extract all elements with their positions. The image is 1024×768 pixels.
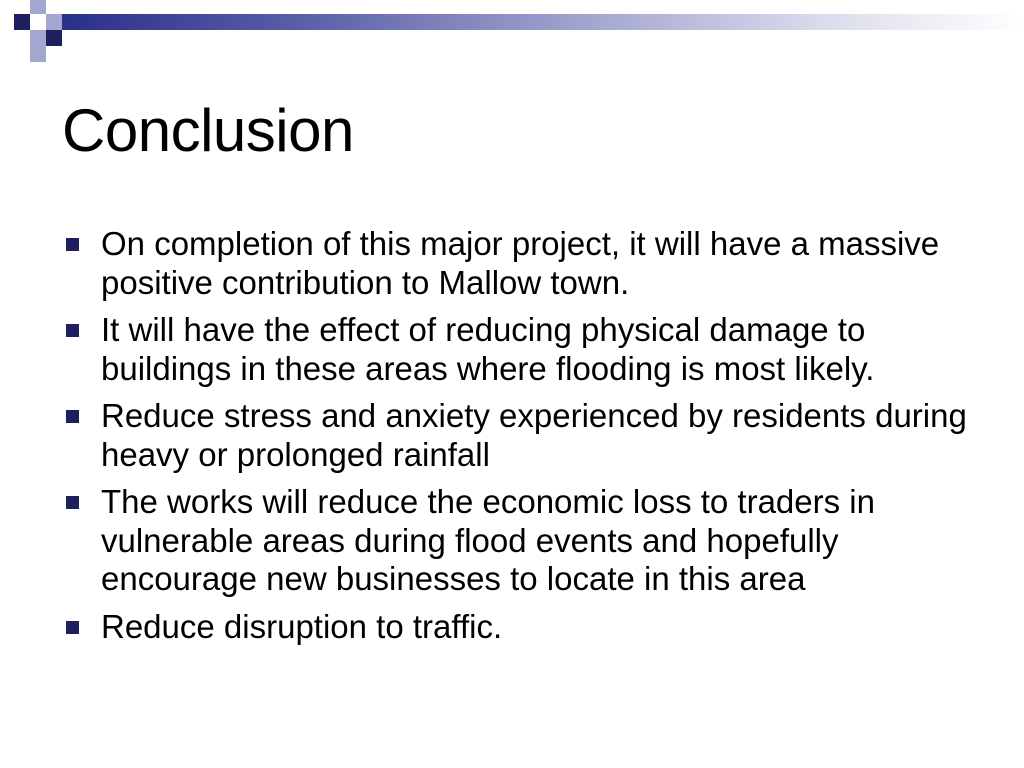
bullet-text: The works will reduce the economic loss to traders in vulnerable areas during flood events and hopefully encourage new businesses to locate in this area xyxy=(101,483,875,597)
header-square-light xyxy=(30,46,46,62)
bullet-text: Reduce disruption to traffic. xyxy=(101,607,503,645)
bullet-square-icon xyxy=(66,324,79,337)
header-square-light xyxy=(30,0,46,14)
slide-title: Conclusion xyxy=(62,97,354,164)
header-square-dark xyxy=(46,30,62,46)
bullet-item xyxy=(62,608,982,647)
bullet-square-icon xyxy=(66,238,79,251)
bullet-text: On completion of this major project, it will have a massive positive contribution to Mallow town. xyxy=(101,225,940,301)
header-gradient-bar xyxy=(62,14,1024,30)
bullet-item xyxy=(62,225,982,302)
bullet-square-icon xyxy=(66,621,79,634)
bullet-text: It will have the effect of reducing physical damage to buildings in these areas where flooding is most likely. xyxy=(101,311,875,387)
bullet-text: Reduce stress and anxiety experienced by residents during heavy or prolonged rainfall xyxy=(101,397,967,473)
bullet-list xyxy=(62,225,982,655)
bullet-item xyxy=(62,397,982,474)
header-square-light xyxy=(30,30,46,46)
bullet-item xyxy=(62,311,982,388)
header-square-dark xyxy=(14,14,30,30)
bullet-square-icon xyxy=(66,410,79,423)
header-decoration xyxy=(0,0,1024,62)
header-square-light xyxy=(46,14,62,30)
bullet-item xyxy=(62,483,982,599)
bullet-square-icon xyxy=(66,496,79,509)
